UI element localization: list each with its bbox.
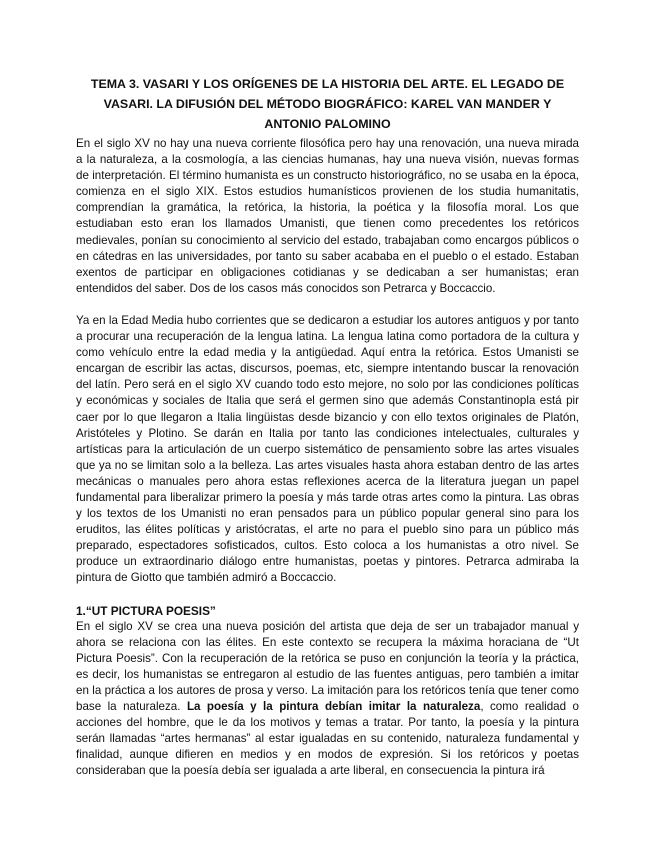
paragraph-spacer — [76, 587, 579, 603]
paragraph-3-text-end: , como realidad o acciones del hombre, que le da los motivos y temas a tratar. Por tanto, la poesía y la pintura serán llamadas “artes hermanas” al estar igualadas en su contenido, naturaleza fundamental y finalidad, aunque difieren en medios y en modos de expresión. Si los retóricos y poetas consideraban que la poesía debía ser igualada a arte liberal, en consecuencia la pintura irá — [76, 700, 579, 778]
paragraph-spacer — [76, 297, 579, 313]
section-heading: 1.“UT PICTURA POESIS” — [76, 603, 216, 618]
paragraph-1: En el siglo XV no hay una nueva corriente filosófica pero hay una renovación, una nueva mirada a la naturaleza, a la cosmología, a las ciencias humanas, hay una nueva visión, nuevas formas de interpretación. El término humanista es un constructo historiográfico, no se usaba en la época, comienza en el siglo XIX. Estos estudios humanísticos provienen de los studia humanitatis, comprendían la gramática, la retórica, la historia, la poética y la filosofía moral. Los que estudiaban esto eran los llamados Umanisti, que tienen como precedentes los retóricos medievales, ponían su conocimiento al servicio del estado, trabajaban como encargos públicos o en cátedras en las universidades, por tanto su saber acababa en el pueblo o el estado. Estaban exentos de participar en obligaciones cotidianas y se dedicaban a ser humanistas; eran entendidos del saber. Dos de los casos más conocidos son Petrarca y Boccaccio. — [76, 137, 579, 295]
paragraph-3 — [76, 619, 579, 780]
paragraph-3-bold-text: La poesía y la pintura debían imitar la naturaleza — [186, 700, 481, 713]
document-title: TEMA 3. VASARI Y LOS ORÍGENES DE LA HISTORIA DEL ARTE. EL LEGADO DE VASARI. LA DIFUSIÓN DEL MÉTODO BIOGRÁFICO: KAREL VAN MANDER Y ANTONIO PALOMINO — [90, 77, 565, 131]
paragraph-2: Ya en la Edad Media hubo corrientes que se dedicaron a estudiar los autores antiguos y por tanto a procurar una recuperación de la lengua latina. La lengua latina como portadora de la cultura y como vehículo entre la edad media y la antigüedad. Aquí entra la retórica. Estos Umanisti se encargan de escribir las actas, discursos, poemas, etc, siempre intentando buscar la renovación del latín. Pero será en el siglo XV cuando todo esto mejore, no solo por las condiciones políticas y económicas y sociales de Italia que será el germen sino que además Constantinopla está pir caer por lo que llegaron a Italia lingüistas desde bizancio y con ello textos originales de Platón, Aristóteles y Plotino. Se darán en Italia por tanto las condiciones intelectuales, culturales y artísticas para la articulación de un cuerpo sistemático de pensamiento sobre las artes visuales que ya no se limitan solo a la belleza. Las artes visuales hasta ahora estaban dentro de las artes mecánicas o manuales pero ahora estas reflexiones acerca de la literatura juegan un papel fundamental para liberalizar primero la poesía y más tarde otras artes como la pintura. Las obras y los textos de los Umanisti no eran pensados para un público popular general sino para los eruditos, las élites políticas y aristócratas, el arte no para el pueblo sino para un público más preparado, espectadores sofisticados, cultos. Esto coloca a los humanistas a otro nivel. Se produce un extraordinario diálogo entre humanistas, poetas y pintores. Petrarca admiraba la pintura de Giotto que también admiró a Boccaccio. — [76, 313, 579, 585]
paragraph-3-text-start: En el siglo XV se crea una nueva posición del artista que deja de ser un trabajador manual y ahora se relaciona con las élites. En este contexto se recupera la máxima horaciana de “Ut Pictura Poesis”. Con la recuperación de la retórica se puso en conjunción la teoría y la práctica, es decir, los humanistas se entregaron al estudio de las fuentes antiguas, pero también a imitar en la práctica a los autores de prosa y verso. La imitación para los retóricos tenía que tener como base la naturaleza. — [76, 619, 579, 713]
